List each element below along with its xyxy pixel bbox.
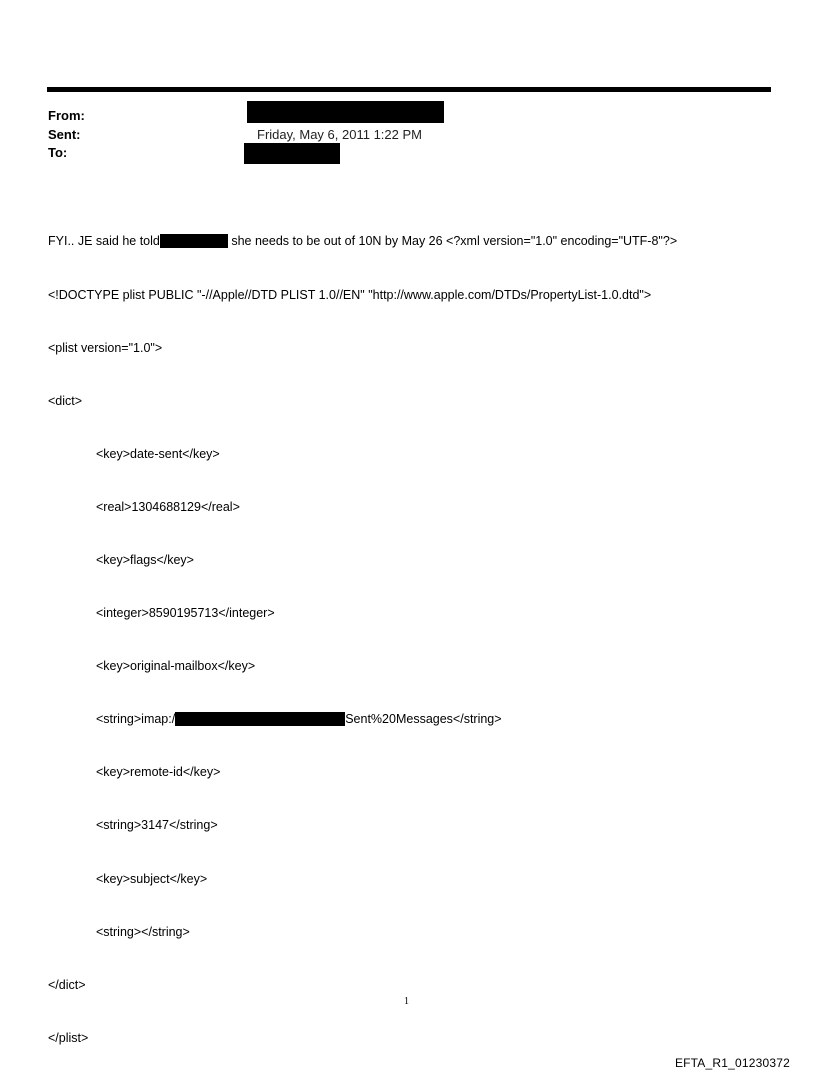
sent-label: Sent:: [48, 127, 81, 142]
header-rule: [47, 87, 771, 92]
to-label: To:: [48, 145, 68, 160]
to-redaction: [244, 143, 340, 164]
name-redaction: [160, 234, 228, 248]
body-line: <string>3147</string>: [96, 818, 218, 833]
body-text-segment: Sent%20Messages</string>: [345, 712, 502, 727]
body-line: </dict>: [48, 977, 86, 992]
body-line: <key>original-mailbox</key>: [96, 659, 256, 674]
body-line: <key>remote-id</key>: [96, 765, 221, 780]
body-line: <key>flags</key>: [96, 552, 194, 567]
body-text-segment: she needs to be out of 10N by May 26 <?xml version="1.0" encoding="UTF-8"?>: [227, 234, 678, 249]
body-line: <!DOCTYPE plist PUBLIC "-//Apple//DTD PLIST 1.0//EN" "http://www.apple.com/DTDs/PropertyList-1.0.dtd">: [48, 287, 652, 302]
body-text-segment: <string>imap:/: [96, 712, 176, 727]
bates-number: EFTA_R1_01230372: [674, 1056, 790, 1070]
sent-value: Friday, May 6, 2011 1:22 PM: [257, 127, 422, 142]
body-line: <key>subject</key>: [96, 871, 208, 886]
from-redaction: [247, 101, 444, 123]
body-line: <dict>: [48, 393, 83, 408]
from-label: From:: [48, 108, 85, 123]
body-line: [48, 233, 677, 251]
body-line: <string></string>: [96, 924, 190, 939]
email-body: [48, 198, 677, 1065]
page-number: 1: [404, 996, 409, 1007]
body-line: <key>date-sent</key>: [96, 446, 220, 461]
body-line: <plist version="1.0">: [48, 340, 163, 355]
body-line: [48, 711, 677, 729]
body-text-segment: FYI.. JE said he told: [48, 234, 160, 249]
body-line: <real>1304688129</real>: [96, 499, 240, 514]
mailbox-redaction: [175, 712, 345, 726]
body-line: <integer>8590195713</integer>: [96, 606, 275, 621]
body-line: </plist>: [48, 1030, 89, 1045]
